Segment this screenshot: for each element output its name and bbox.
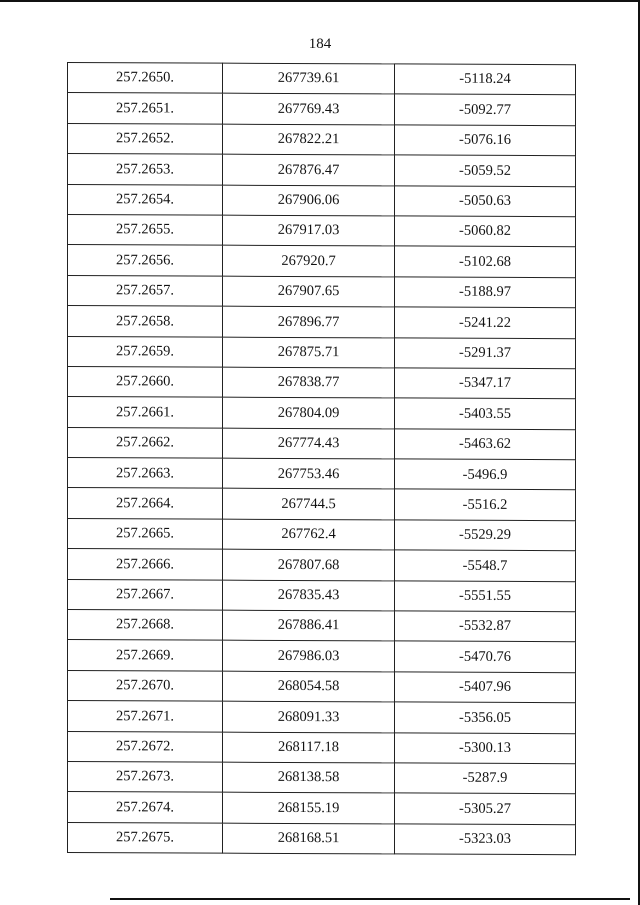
y-coordinate-cell: -5076.16 [395,125,576,156]
page-number: 184 [308,36,332,52]
table-row [68,184,576,217]
y-coordinate-cell: -5532.87 [395,611,576,642]
table-row [68,397,576,430]
y-coordinate-cell: -5551.55 [395,581,576,612]
table-row [68,275,576,308]
table-row [68,610,576,643]
point-id-cell: 257.2652. [68,123,223,154]
table-row [68,336,576,369]
point-id-cell: 257.2670. [68,670,223,701]
point-id-cell: 257.2663. [68,458,223,489]
y-coordinate-cell: -5118.24 [395,64,576,95]
table-row [68,306,576,339]
point-id-cell: 257.2669. [68,640,223,671]
table-row [68,458,576,491]
y-coordinate-cell: -5470.76 [395,641,576,672]
table-row [68,549,576,582]
y-coordinate-cell: -5059.52 [395,155,576,186]
x-coordinate-cell: 267986.03 [223,641,395,672]
x-coordinate-cell: 267753.46 [223,458,395,489]
table-row [68,792,576,825]
y-coordinate-cell: -5356.05 [395,702,576,733]
table-row [68,93,576,126]
table-row [68,214,576,247]
y-coordinate-cell: -5300.13 [395,733,576,764]
point-id-cell: 257.2675. [68,822,223,853]
x-coordinate-cell: 267774.43 [223,428,395,459]
x-coordinate-cell: 267807.68 [223,549,395,580]
table-row [68,245,576,278]
point-id-cell: 257.2656. [68,245,223,276]
table-row [68,640,576,673]
point-id-cell: 257.2655. [68,214,223,245]
y-coordinate-cell: -5403.55 [395,398,576,429]
y-coordinate-cell: -5548.7 [395,550,576,581]
x-coordinate-cell: 267739.61 [223,63,395,94]
y-coordinate-cell: -5188.97 [395,277,576,308]
y-coordinate-cell: -5463.62 [395,429,576,460]
y-coordinate-cell: -5407.96 [395,672,576,703]
x-coordinate-cell: 267875.71 [223,337,395,368]
point-id-cell: 257.2666. [68,549,223,580]
table-row [68,518,576,551]
x-coordinate-cell: 268168.51 [223,823,395,854]
x-coordinate-cell: 267917.03 [223,215,395,246]
table-body [68,63,576,855]
point-id-cell: 257.2674. [68,792,223,823]
x-coordinate-cell: 268091.33 [223,701,395,732]
point-id-cell: 257.2654. [68,184,223,215]
x-coordinate-cell: 267838.77 [223,367,395,398]
x-coordinate-cell: 268138.58 [223,762,395,793]
point-id-cell: 257.2664. [68,488,223,519]
x-coordinate-cell: 268117.18 [223,732,395,763]
bottom-rule [110,898,630,900]
point-id-cell: 257.2651. [68,93,223,124]
coordinates-table [67,62,576,855]
x-coordinate-cell: 267896.77 [223,306,395,337]
point-id-cell: 257.2650. [68,63,223,94]
y-coordinate-cell: -5291.37 [395,337,576,368]
x-coordinate-cell: 267744.5 [223,489,395,520]
x-coordinate-cell: 267876.47 [223,154,395,185]
point-id-cell: 257.2661. [68,397,223,428]
y-coordinate-cell: -5102.68 [395,246,576,277]
point-id-cell: 257.2653. [68,154,223,185]
y-coordinate-cell: -5287.9 [395,763,576,794]
y-coordinate-cell: -5323.03 [395,824,576,855]
table-container [67,62,575,855]
table-row [68,731,576,764]
point-id-cell: 257.2659. [68,336,223,367]
x-coordinate-cell: 267804.09 [223,397,395,428]
y-coordinate-cell: -5092.77 [395,94,576,125]
table-row [68,579,576,612]
table-row [68,154,576,187]
point-id-cell: 257.2660. [68,366,223,397]
table-row [68,670,576,703]
x-coordinate-cell: 267835.43 [223,580,395,611]
point-id-cell: 257.2671. [68,701,223,732]
point-id-cell: 257.2673. [68,761,223,792]
x-coordinate-cell: 267920.7 [223,246,395,277]
x-coordinate-cell: 267906.06 [223,185,395,216]
x-coordinate-cell: 267822.21 [223,124,395,155]
table-row [68,123,576,156]
point-id-cell: 257.2662. [68,427,223,458]
y-coordinate-cell: -5241.22 [395,307,576,338]
point-id-cell: 257.2672. [68,731,223,762]
table-row [68,488,576,521]
table-row [68,63,576,96]
y-coordinate-cell: -5529.29 [395,520,576,551]
point-id-cell: 257.2658. [68,306,223,337]
table-row [68,701,576,734]
table-row [68,366,576,399]
y-coordinate-cell: -5305.27 [395,793,576,824]
x-coordinate-cell: 267886.41 [223,610,395,641]
table-row [68,822,576,855]
table-row [68,427,576,460]
table-row [68,761,576,794]
x-coordinate-cell: 267769.43 [223,94,395,125]
y-coordinate-cell: -5516.2 [395,489,576,520]
point-id-cell: 257.2668. [68,610,223,641]
y-coordinate-cell: -5050.63 [395,185,576,216]
x-coordinate-cell: 268155.19 [223,793,395,824]
x-coordinate-cell: 268054.58 [223,671,395,702]
x-coordinate-cell: 267762.4 [223,519,395,550]
y-coordinate-cell: -5347.17 [395,368,576,399]
point-id-cell: 257.2657. [68,275,223,306]
point-id-cell: 257.2665. [68,518,223,549]
y-coordinate-cell: -5060.82 [395,216,576,247]
point-id-cell: 257.2667. [68,579,223,610]
x-coordinate-cell: 267907.65 [223,276,395,307]
y-coordinate-cell: -5496.9 [395,459,576,490]
